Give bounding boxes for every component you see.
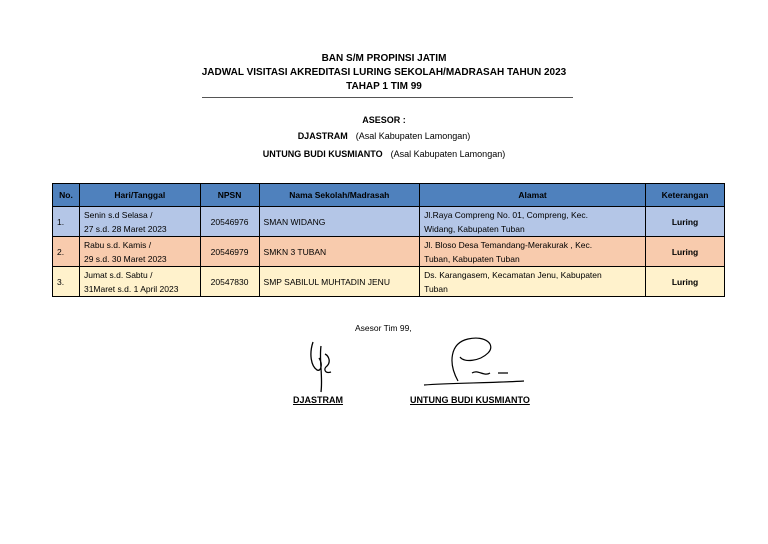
cell-hari-line: 27 s.d. 28 Maret 2023 <box>83 223 167 234</box>
cell-hari <box>79 267 200 297</box>
cell-no: 1. <box>53 207 80 237</box>
asesor-person <box>0 145 768 163</box>
header-org: BAN S/M PROPINSI JATIM <box>321 53 447 64</box>
cell-no: 3. <box>53 267 80 297</box>
asesor-title: ASESOR : <box>362 115 406 125</box>
signature-djastram <box>305 336 345 396</box>
signer-name-djastram: DJASTRAM <box>293 395 344 405</box>
col-header-keterangan: Keterangan <box>646 184 725 207</box>
cell-alamat <box>420 267 646 297</box>
header-stage: TAHAP 1 TIM 99 <box>346 81 422 92</box>
asesor-origin: (Asal Kabupaten Lamongan) <box>390 149 506 159</box>
cell-alamat-line: Tuban, Kabupaten Tuban <box>424 253 520 264</box>
signoff-text: Asesor Tim 99, <box>355 323 412 333</box>
signature-untung <box>420 333 530 393</box>
header-divider <box>202 97 573 98</box>
cell-alamat-line: Tuban <box>424 283 448 294</box>
cell-keterangan: Luring <box>646 237 725 267</box>
cell-hari-line: Senin s.d Selasa / <box>83 209 153 220</box>
cell-nama: SMAN WIDANG <box>259 207 420 237</box>
cell-npsn: 20546976 <box>200 207 259 237</box>
cell-alamat-line: Ds. Karangasem, Kecamatan Jenu, Kabupaten <box>424 269 602 280</box>
col-header-no: No. <box>53 184 80 207</box>
cell-hari <box>79 237 200 267</box>
cell-alamat-line: Jl. Bloso Desa Temandang-Merakurak , Kec. <box>424 239 593 250</box>
asesor-origin: (Asal Kabupaten Lamongan) <box>355 131 471 141</box>
cell-hari-line: Jumat s.d. Sabtu / <box>83 269 153 280</box>
col-header-hari: Hari/Tanggal <box>79 184 200 207</box>
cell-keterangan: Luring <box>646 267 725 297</box>
col-header-alamat: Alamat <box>420 184 646 207</box>
cell-hari-line: Rabu s.d. Kamis / <box>83 239 152 250</box>
cell-keterangan: Luring <box>646 207 725 237</box>
cell-npsn: 20547830 <box>200 267 259 297</box>
cell-npsn: 20546979 <box>200 237 259 267</box>
table-row <box>53 237 725 267</box>
asesor-name: UNTUNG BUDI KUSMIANTO <box>262 149 383 159</box>
table-header-row <box>53 184 725 207</box>
header-title: JADWAL VISITASI AKREDITASI LURING SEKOLAH/MADRASAH TAHUN 2023 <box>201 67 567 78</box>
col-header-npsn: NPSN <box>200 184 259 207</box>
table-row <box>53 267 725 297</box>
col-header-nama: Nama Sekolah/Madrasah <box>259 184 420 207</box>
cell-alamat-line: Widang, Kabupaten Tuban <box>424 223 525 234</box>
cell-alamat-line: Jl.Raya Compreng No. 01, Compreng, Kec. <box>424 209 589 220</box>
cell-nama: SMKN 3 TUBAN <box>259 237 420 267</box>
cell-hari <box>79 207 200 237</box>
asesor-name: DJASTRAM <box>297 131 348 141</box>
signer-name-untung: UNTUNG BUDI KUSMIANTO <box>410 395 530 405</box>
cell-alamat <box>420 237 646 267</box>
document-header <box>0 52 768 94</box>
asesor-person <box>0 127 768 145</box>
asesor-block <box>0 113 768 163</box>
cell-hari-line: 29 s.d. 30 Maret 2023 <box>83 253 167 264</box>
schedule-table <box>52 183 725 297</box>
cell-hari-line: 31Maret s.d. 1 April 2023 <box>83 283 179 294</box>
cell-nama: SMP SABILUL MUHTADIN JENU <box>259 267 420 297</box>
table-row <box>53 207 725 237</box>
cell-alamat <box>420 207 646 237</box>
cell-no: 2. <box>53 237 80 267</box>
